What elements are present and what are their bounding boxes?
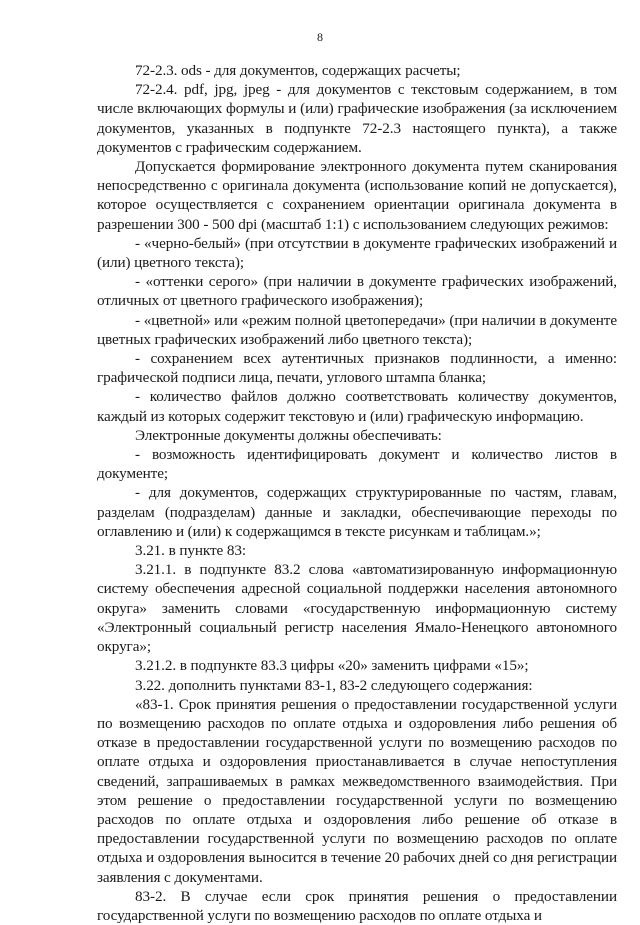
list-item-authenticity: - сохранением всех аутентичных признаков подлинности, а именно: графической подписи лица, печати, углового штампа бланка; [97, 350, 617, 387]
paragraph-83-2: 83-2. В случае если срок принятия решения о предоставлении государственной услуги по возмещению расходов по оплате отдыха и [97, 887, 617, 924]
paragraph-3-22: 3.22. дополнить пунктами 83-1, 83-2 следующего содержания: [135, 676, 533, 694]
document-body [97, 61, 617, 925]
paragraph-72-2-4: 72-2.4. pdf, jpg, jpeg - для документов с текстовым содержанием, в том числе включающих формулы и (или) графические изображения (за исключением документов, указанных в подпункте 72-2.3 настоящего пункта), а также документов с графическим содержанием. [97, 81, 617, 156]
list-item-identify: - возможность идентифицировать документ и количество листов в документе; [97, 446, 617, 483]
list-item-structured: - для документов, содержащих структурированные по частям, главам, разделам (подразделам) данные и закладки, обеспечивающие переходы по оглавлению и (или) к содержащимся в тексте рисункам и таблицам.»; [97, 484, 617, 540]
paragraph-72-2-3: 72-2.3. ods - для документов, содержащих расчеты; [135, 62, 461, 79]
paragraph-electronic-docs: Электронные документы должны обеспечивать: [135, 426, 442, 444]
list-item-file-count: - количество файлов должно соответствовать количеству документов, каждый из которых содержит текстовую и (или) графическую информацию. [97, 388, 617, 425]
paragraph-3-21: 3.21. в пункте 83: [135, 542, 246, 560]
list-item-color: - «цветной» или «режим полной цветопередачи» (при наличии в документе цветных графических изображений либо цветного текста); [97, 311, 617, 348]
list-item-grayscale: - «оттенки серого» (при наличии в документе графических изображений, отличных от цветного графического изображения); [97, 273, 617, 310]
paragraph-3-21-1: 3.21.1. в подпункте 83.2 слова «автоматизированную информационную систему обеспечения адресной социальной поддержки населения автономного округа» заменить словами «государственную информационную систему «Электронный социальный регистр населения Ямало-Ненецкого автономного округа»; [97, 561, 617, 656]
page-number: 8 [317, 30, 323, 44]
list-item-black-white: - «черно-белый» (при отсутствии в документе графических изображений и (или) цветного текста); [97, 234, 617, 272]
paragraph-scanning: Допускается формирование электронного документа путем сканирования непосредственно с оригинала документа (использование копий не допускается), которое осуществляется с сохранением ориентации оригинала документа в разрешении 300 - 500 dpi (масштаб 1:1) с использованием следующих режимов: [97, 158, 617, 233]
paragraph-3-21-2: 3.21.2. в подпункте 83.3 цифры «20» заменить цифрами «15»; [135, 657, 529, 675]
paragraph-83-1: «83-1. Срок принятия решения о предоставлении государственной услуги по возмещению расходов по оплате отдыха и оздоровления либо решения об отказе в предоставлении государственной услуги по возмещению расходов по оплате отдыха и оздоровления приостанавливается в случае непоступления сведений, запрашиваемых в рамках межведомственного взаимодействия. При этом решение о предоставлении государственной услуги по возмещению расходов по оплате отдыха и оздоровления либо решение об отказе в предоставлении государственной услуги по возмещению расходов по оплате отдыха и оздоровления выносится в течение 20 рабочих дней со дня регистрации заявления с документами. [97, 695, 617, 886]
